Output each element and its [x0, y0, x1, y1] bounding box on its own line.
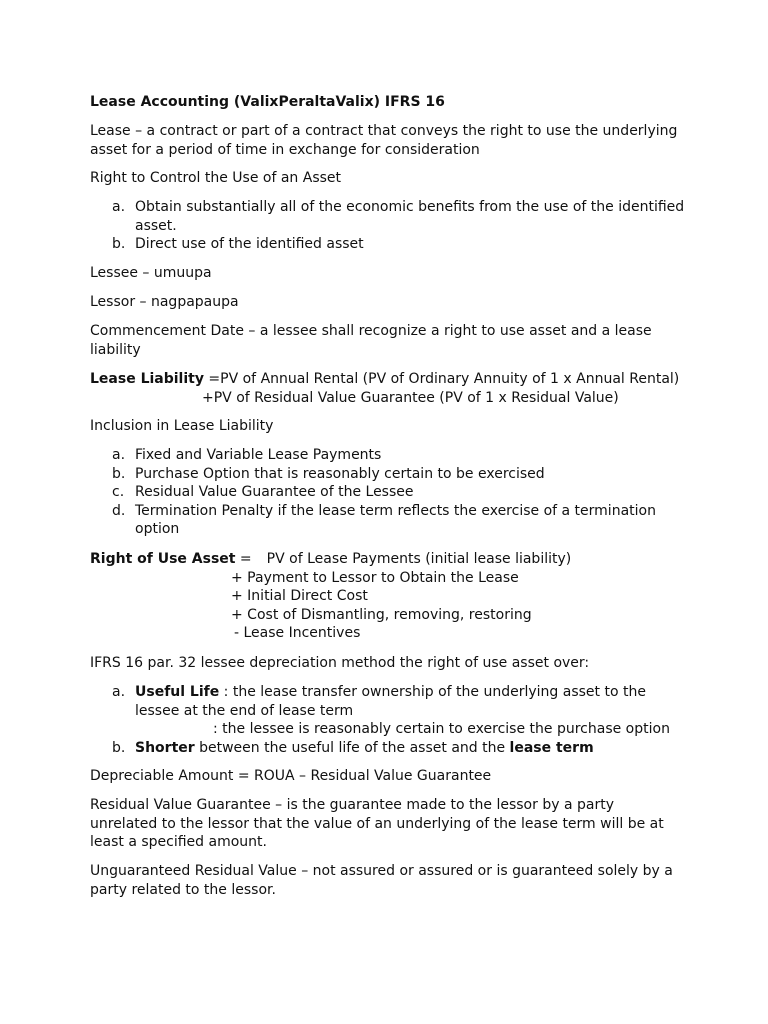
commencement-line: Commencement Date – a lessee shall recognize a right to use asset and a lease	[90, 323, 652, 339]
list-marker: d.	[112, 502, 126, 519]
list-item-line: asset.	[135, 217, 177, 234]
list-item-line: Residual Value Guarantee of the Lessee	[135, 484, 414, 501]
roua-line: + Cost of Dismantling, removing, restoring	[231, 606, 532, 623]
depreciation-heading: IFRS 16 par. 32 lessee depreciation method the right of use asset over:	[90, 655, 590, 671]
useful-life-text2: lessee at the end of lease term	[135, 702, 354, 719]
commencement-definition	[90, 322, 690, 359]
urv-definition	[90, 862, 690, 899]
depreciable-amount: Depreciable Amount = ROUA – Residual Value Guarantee	[90, 768, 492, 784]
rvg-line: Residual Value Guarantee – is the guarantee made to the lessor by a party	[90, 797, 614, 813]
urv-line: Unguaranteed Residual Value – not assured or assured or is guaranteed solely by a	[90, 863, 673, 879]
list-marker: a.	[112, 447, 126, 463]
list-item-line: Termination Penalty if the lease term reflects the exercise of a termination	[135, 502, 656, 519]
lease-term-label: lease term	[509, 739, 594, 756]
lease-liability-formula	[90, 370, 690, 407]
roua-line: - Lease Incentives	[234, 625, 361, 642]
document-title: Lease Accounting (ValixPeraltaValix) IFRS 16	[90, 94, 445, 110]
lessor-definition: Lessor – nagpapaupa	[90, 294, 239, 310]
shorter-text: between the useful life of the asset and the	[194, 739, 510, 756]
rvg-line: unrelated to the lessor that the value of an underlying of the lease term will be at	[90, 815, 664, 832]
roua-equals: =	[235, 551, 252, 567]
list-item	[90, 198, 690, 235]
lease-definition-line: asset for a period of time in exchange for consideration	[90, 141, 480, 158]
right-control-list	[90, 198, 690, 254]
list-item	[90, 446, 690, 465]
useful-life-text1: : the lease transfer ownership of the underlying asset to the	[219, 684, 646, 700]
list-item	[90, 739, 690, 758]
lease-liability-line1: =PV of Annual Rental (PV of Ordinary Annuity of 1 x Annual Rental)	[203, 371, 680, 387]
roua-line1: PV of Lease Payments (initial lease liability)	[266, 551, 572, 567]
lease-definition-line: Lease – a contract or part of a contract that conveys the right to use the underlying	[90, 123, 678, 139]
list-item-line: Purchase Option that is reasonably certain to be exercised	[135, 465, 545, 482]
list-item-line: Fixed and Variable Lease Payments	[135, 447, 382, 463]
inclusion-heading: Inclusion in Lease Liability	[90, 418, 274, 434]
rvg-line: least a specified amount.	[90, 834, 267, 851]
lessee-definition: Lessee – umuupa	[90, 265, 212, 281]
roua-label: Right of Use Asset	[90, 551, 236, 567]
lease-liability-line2: +PV of Residual Value Guarantee (PV of 1 x Residual Value)	[202, 389, 619, 406]
rvg-definition	[90, 796, 690, 852]
commencement-line: liability	[90, 341, 141, 358]
shorter-label: Shorter	[135, 739, 195, 756]
list-item	[90, 235, 690, 254]
list-item	[90, 483, 690, 502]
list-item	[90, 465, 690, 484]
list-marker: a.	[112, 684, 126, 700]
useful-life-text3: : the lessee is reasonably certain to exercise the purchase option	[213, 721, 670, 738]
list-item	[90, 683, 690, 739]
roua-line: + Payment to Lessor to Obtain the Lease	[231, 569, 519, 586]
roua-line: + Initial Direct Cost	[231, 588, 368, 605]
inclusion-list	[90, 446, 690, 539]
depreciation-list	[90, 683, 690, 757]
list-marker: a.	[112, 199, 126, 215]
useful-life-label: Useful Life	[135, 684, 220, 700]
list-item	[90, 502, 690, 539]
list-item-line: option	[135, 521, 180, 538]
list-marker: b.	[112, 739, 126, 756]
roua-formula	[90, 550, 690, 643]
urv-line: party related to the lessor.	[90, 881, 276, 898]
list-marker: c.	[112, 484, 125, 501]
list-marker: b.	[112, 236, 126, 253]
lease-definition	[90, 122, 690, 159]
list-item-line: Obtain substantially all of the economic benefits from the use of the identified	[135, 199, 685, 215]
lease-liability-label: Lease Liability	[90, 371, 204, 387]
list-marker: b.	[112, 465, 126, 482]
list-item-line: Direct use of the identified asset	[135, 236, 364, 253]
right-control-heading: Right to Control the Use of an Asset	[90, 170, 342, 186]
